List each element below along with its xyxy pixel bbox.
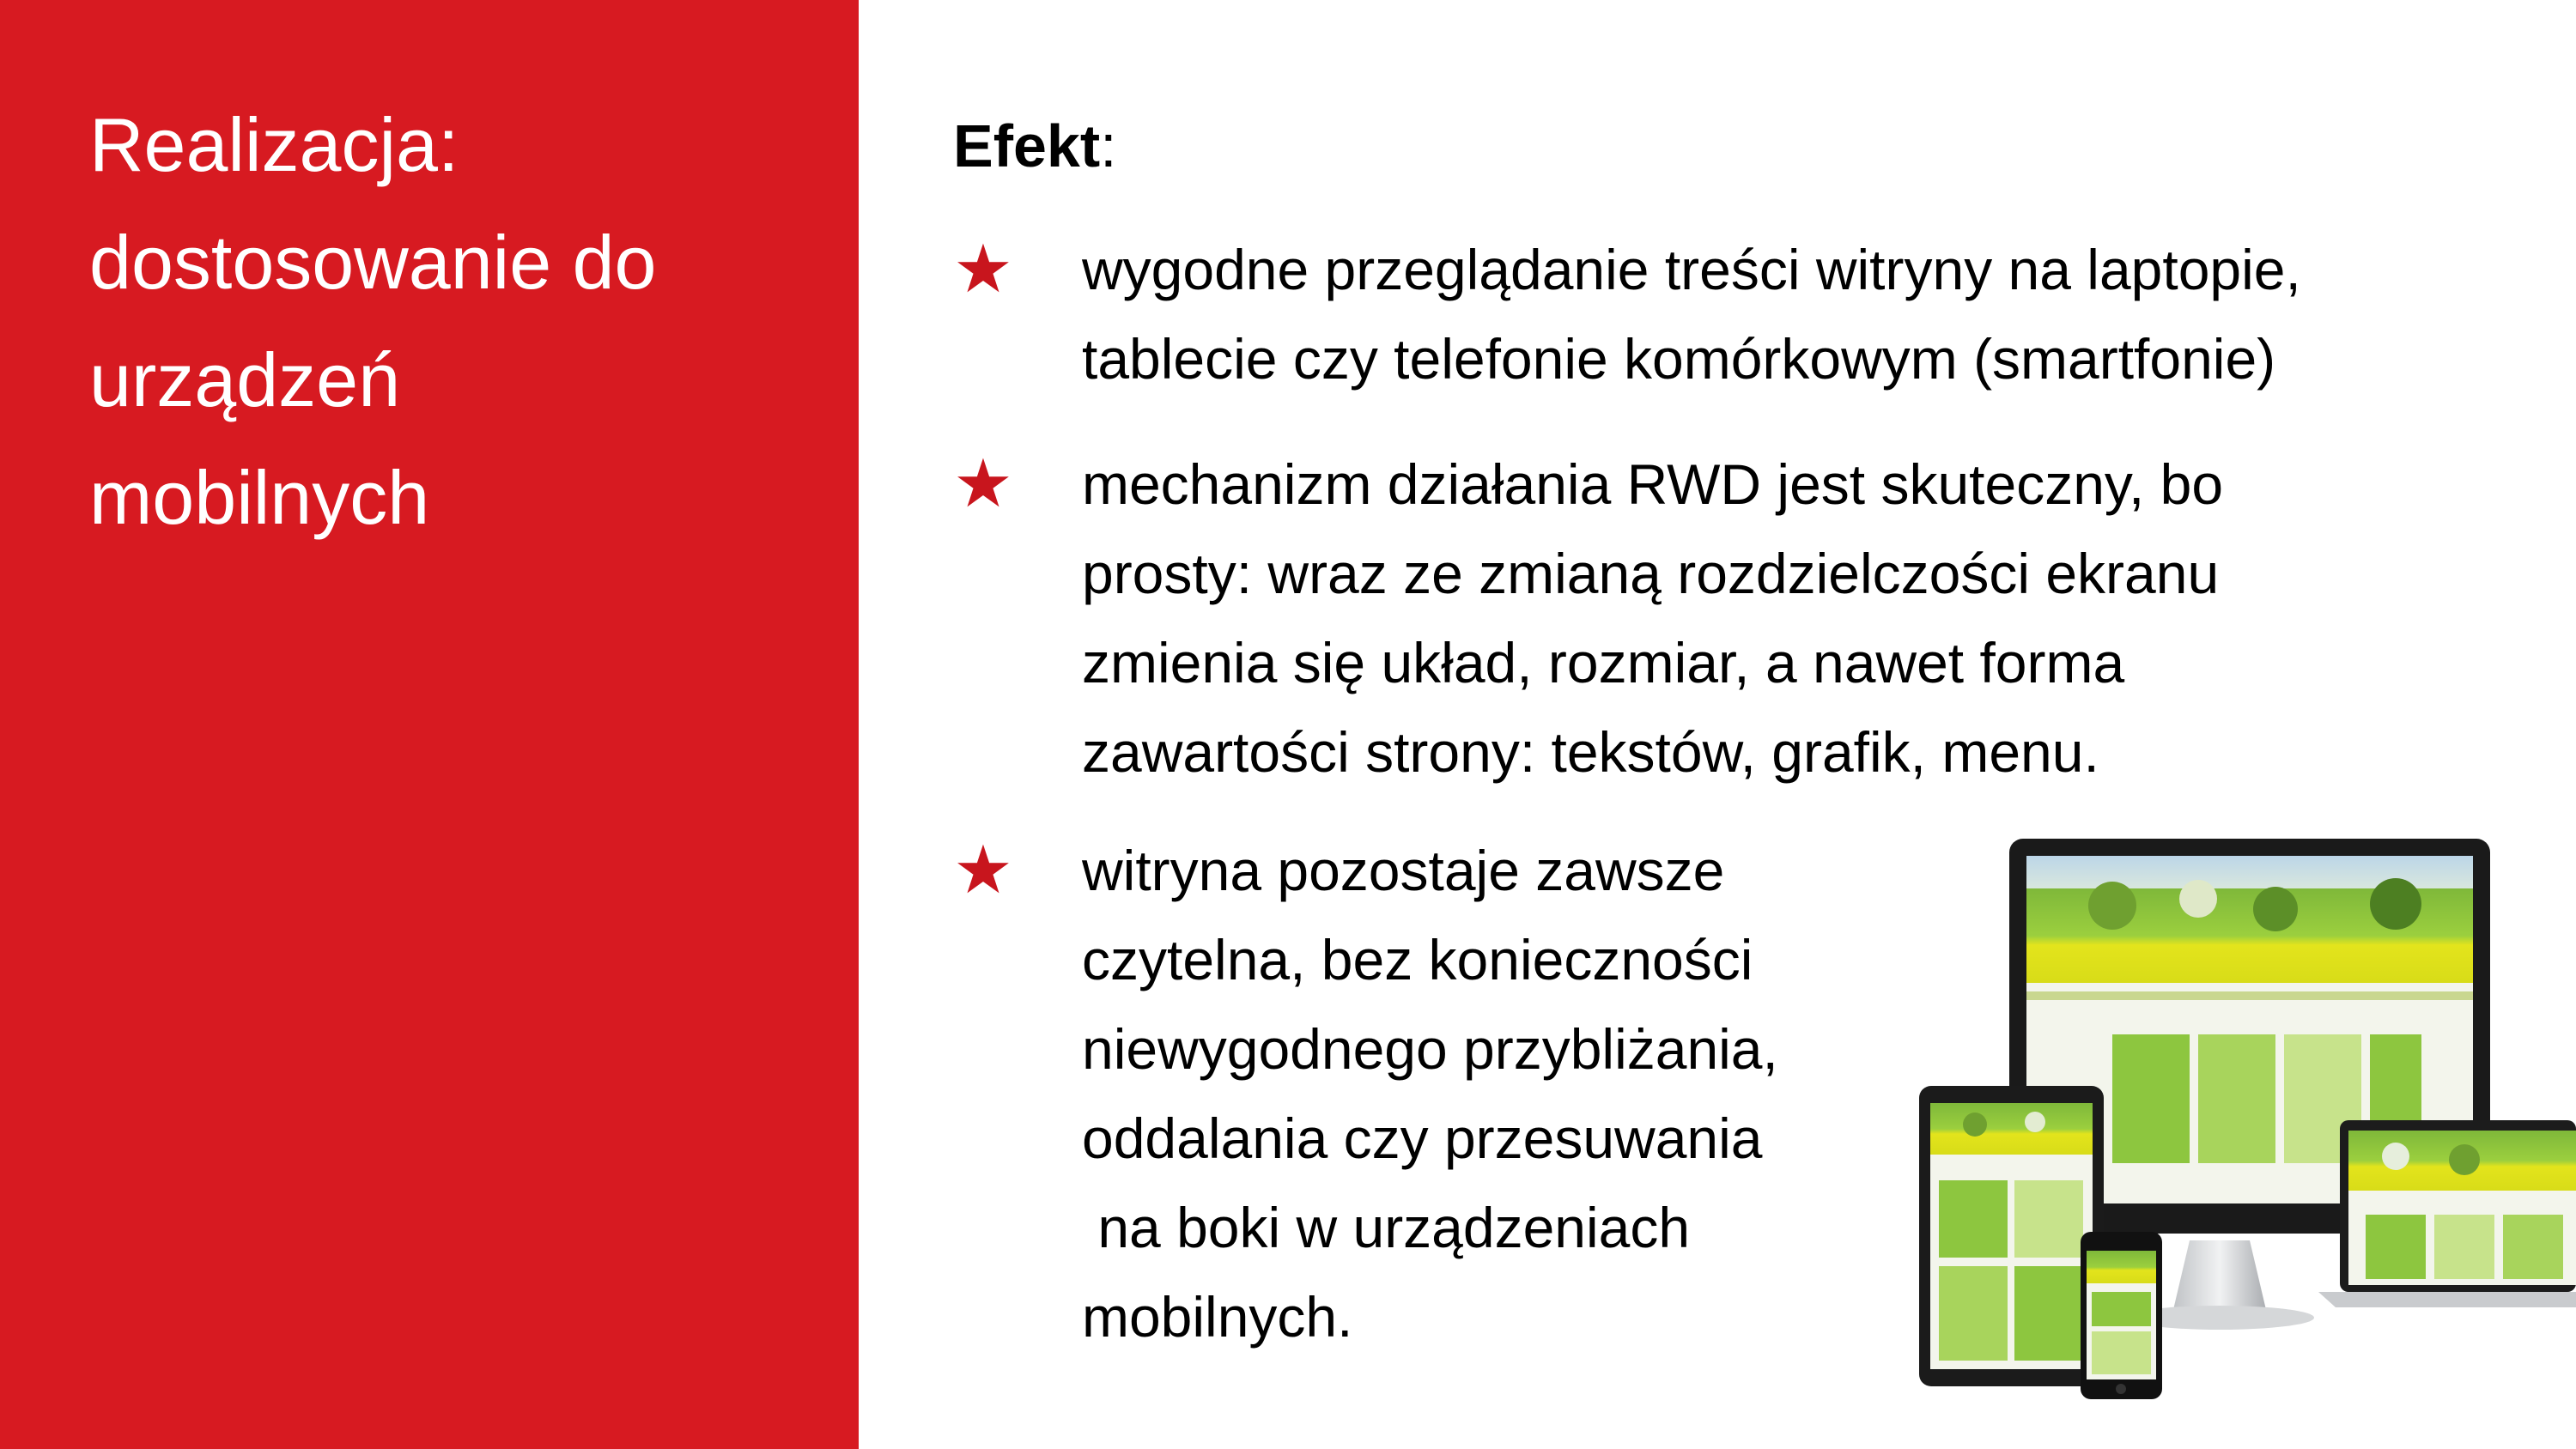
bullet-line: mechanizm działania RWD jest skuteczny, bo	[1082, 452, 2224, 516]
bullet-line: czytelna, bez konieczności	[1082, 928, 1753, 991]
title-line: urządzeń	[89, 337, 401, 422]
star-icon: ★	[953, 832, 1013, 909]
laptop	[2318, 1120, 2576, 1307]
title-panel	[0, 0, 859, 1449]
title-line: mobilnych	[89, 455, 430, 540]
bullet-text	[1082, 440, 2223, 797]
bullet-text	[1082, 225, 2301, 403]
responsive-devices-illustration	[1915, 837, 2576, 1421]
slide-title	[89, 86, 845, 556]
bullet-line: tablecie czy telefonie komórkowym (smartfonie)	[1082, 327, 2276, 391]
bullet-line: niewygodnego przybliżania,	[1082, 1017, 1778, 1081]
bullet-line: wygodne przeglądanie treści witryny na laptopie,	[1082, 238, 2301, 301]
heading-colon: :	[1100, 112, 1117, 179]
bullet-line: na boki w urządzeniach	[1082, 1196, 1691, 1259]
star-icon: ★	[953, 446, 1013, 523]
bullet-line: zawartości strony: tekstów, grafik, menu.	[1082, 720, 2099, 784]
bullet-line: zmienia się układ, rozmiar, a nawet forma	[1082, 631, 2125, 694]
title-line: dostosowanie do	[89, 220, 657, 305]
title-line: Realizacja:	[89, 102, 459, 187]
star-icon: ★	[953, 231, 1013, 308]
section-heading	[953, 103, 1117, 189]
smartphone	[2081, 1232, 2162, 1399]
bullet-text	[1082, 826, 1778, 1361]
bullet-line: oddalania czy przesuwania	[1082, 1106, 1763, 1170]
bullet-line: mobilnych.	[1082, 1285, 1353, 1349]
bullet-line: witryna pozostaje zawsze	[1082, 839, 1725, 902]
tablet	[1919, 1086, 2104, 1386]
bullet-line: prosty: wraz ze zmianą rozdzielczości ekranu	[1082, 542, 2220, 605]
heading-bold: Efekt	[953, 112, 1101, 179]
